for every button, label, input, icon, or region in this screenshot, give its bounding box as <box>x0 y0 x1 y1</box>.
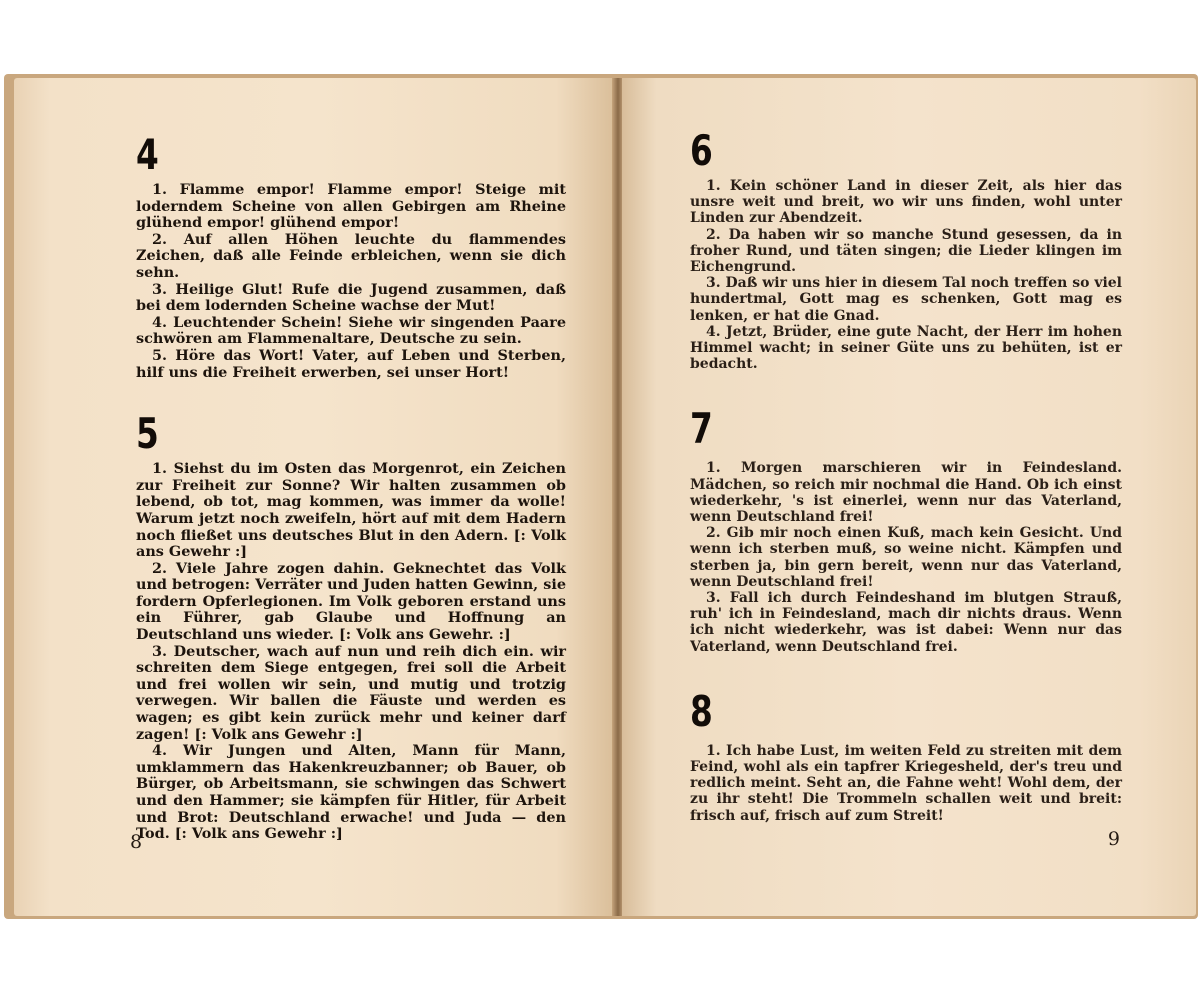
song-7 <box>690 404 1122 655</box>
verse: 1. Morgen marschieren wir in Feindesland. Mädchen, so reich mir nochmal die Hand. Ob ich einst wiederkehr, 's ist einerlei, wenn nur das Vaterland, wenn Deutschland frei! <box>690 460 1122 526</box>
verse: 1. Ich habe Lust, im weiten Feld zu streiten mit dem Feind, wohl als ein tapfrer Kriegesheld, der's treu und redlich meint. Seht an, die Fahne weht! Wohl dem, der zu ihr steht! Die Trommeln schallen weit und breit: frisch auf, frisch auf zum Streit! <box>690 742 1122 824</box>
song-number: 5 <box>136 409 159 459</box>
verse: 1. Flamme empor! Flamme empor! Steige mit loderndem Scheine von allen Gebirgen am Rheine glühend empor! glühend empor! <box>136 181 566 232</box>
verse: 3. Heilige Glut! Rufe die Jugend zusammen, daß bei dem lodernden Scheine wachse der Mut! <box>136 280 566 315</box>
song-number: 4 <box>136 130 159 179</box>
song-6 <box>690 126 1122 373</box>
left-page <box>14 78 616 916</box>
verse: 3. Fall ich durch Feindeshand im blutgen Strauß, ruh' ich in Feindesland, mach dir nichts draus. Wenn ich nicht wiederkehr, was ist dabei: Wenn nur das Vaterland, wenn Deutschland frei. <box>690 590 1122 655</box>
verse: 1. Kein schöner Land in dieser Zeit, als hier das unsre weit und breit, wo wir uns finden, wohl unter Linden zur Abendzeit. <box>690 178 1122 227</box>
song-number: 6 <box>690 126 713 175</box>
verse: 4. Wir Jungen und Alten, Mann für Mann, umklammern das Hakenkreuzbanner; ob Bauer, ob Bürger, ob Arbeitsmann, sie schwingen das Schwert und den Hammer; sie kämpfen für Hitler, für Arbeit und Brot: Deutschland erwache! und Juda — den Tod. [: Volk ans Gewehr :] <box>136 742 566 843</box>
song-8 <box>690 686 1122 824</box>
verse: 3. Daß wir uns hier in diesem Tal noch treffen so viel hundertmal, Gott mag es schenken, Gott mag es lenken, er hat die Gnad. <box>690 275 1122 324</box>
verse: 2. Da haben wir so manche Stund gesessen, da in froher Rund, und täten singen; die Lieder klingen im Eichengrund. <box>690 226 1122 276</box>
song-4 <box>136 130 566 381</box>
page-number: 9 <box>1107 828 1120 850</box>
right-page <box>622 78 1196 916</box>
page-number: 8 <box>130 831 143 853</box>
song-number: 7 <box>690 404 713 454</box>
verse: 4. Jetzt, Brüder, eine gute Nacht, der Herr im hohen Himmel wacht; in seiner Güte uns zu behüten, ist er bedacht. <box>690 323 1122 373</box>
verse: 2. Gib mir noch einen Kuß, mach kein Gesicht. Und wenn ich sterben muß, so weine nicht. Kämpfen und sterben ja, bin gern bereit, wenn nur das Vaterland, wenn Deutschland frei! <box>690 525 1122 590</box>
song-5 <box>136 409 566 843</box>
verse: 5. Höre das Wort! Vater, auf Leben und Sterben, hilf uns die Freiheit erwerben, sei unser Hort! <box>136 346 566 381</box>
verse: 2. Viele Jahre zogen dahin. Geknechtet das Volk und betrogen: Verräter und Juden hatten Gewinn, sie fordern Opferlegionen. Im Volk geboren erstand uns ein Führer, gab Glaube und Hoffnung an Deutschland uns wieder. [: Volk ans Gewehr. :] <box>136 559 566 644</box>
verse: 1. Siehst du im Osten das Morgenrot, ein Zeichen zur Freiheit zur Sonne? Wir halten zusammen ob lebend, ob tot, mag kommen, was immer da wolle! Warum jetzt noch zweifeln, hört auf mit dem Hadern noch fließet uns deutsches Blut in den Adern. [: Volk ans Gewehr :] <box>136 460 566 561</box>
verse: 2. Auf allen Höhen leuchte du flammendes Zeichen, daß alle Feinde erbleichen, wenn sie dich sehn. <box>136 230 566 281</box>
song-number: 8 <box>690 686 713 736</box>
verse: 3. Deutscher, wach auf nun und reih dich ein. wir schreiten dem Siege entgegen, frei soll die Arbeit und frei wollen wir sein, und mutig und trotzig verwegen. Wir ballen die Fäuste und werden es wagen; es gibt kein zurück mehr und keiner darf zagen! [: Volk ans Gewehr :] <box>136 642 566 743</box>
verse: 4. Leuchtender Schein! Siehe wir singenden Paare schwören am Flammenaltare, Deutsche zu sein. <box>136 313 566 348</box>
